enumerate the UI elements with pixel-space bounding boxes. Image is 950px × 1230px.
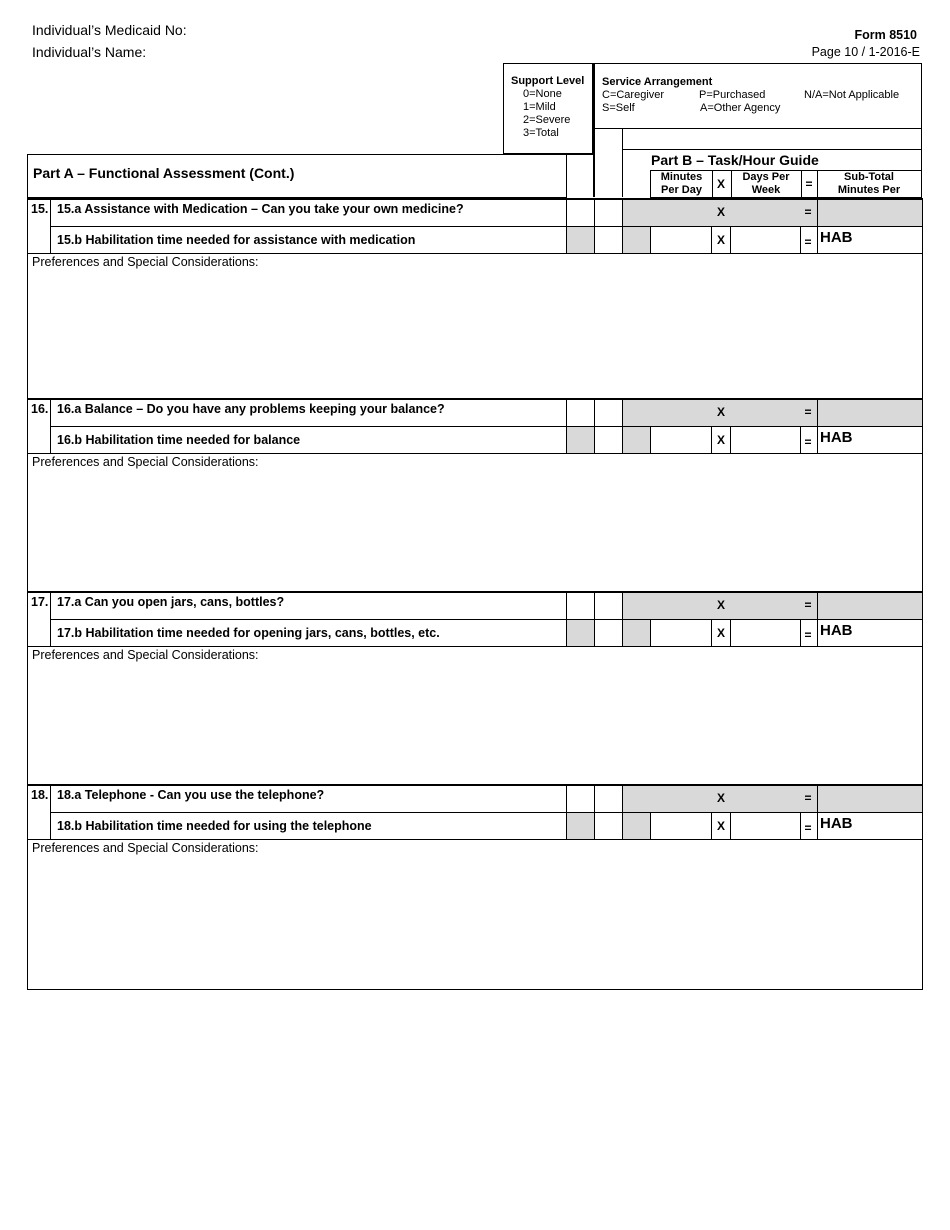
page-info: Page 10 / 1-2016-E xyxy=(811,45,920,59)
preferences-box[interactable] xyxy=(27,253,923,399)
part-b-shaded-row xyxy=(623,593,922,619)
days-per-week-input[interactable] xyxy=(730,226,801,254)
section-number: 18. xyxy=(31,788,49,802)
minutes-per-day-input[interactable] xyxy=(650,812,712,840)
support-level-shaded xyxy=(566,619,595,647)
question-b: 16.b Habilitation time needed for balance xyxy=(57,433,301,447)
shaded-cell xyxy=(622,812,651,840)
service-arrangement-title: Service Arrangement xyxy=(602,76,713,88)
question-b: 18.b Habilitation time needed for using the telephone xyxy=(57,819,372,833)
support-level-legend xyxy=(503,63,593,154)
service-arrangement-input-b[interactable] xyxy=(594,619,623,647)
support-level-input[interactable] xyxy=(566,199,595,227)
equals-symbol: = xyxy=(804,205,812,219)
times-symbol: X xyxy=(716,791,725,805)
subtotal-header: Sub-Total Minutes Per xyxy=(837,171,901,196)
times-symbol: X xyxy=(716,598,725,612)
service-arrangement-input[interactable] xyxy=(594,592,623,620)
times-symbol: X xyxy=(716,177,725,191)
service-na: N/A=Not Applicable xyxy=(804,89,900,101)
equals-symbol: = xyxy=(804,235,812,249)
service-c: C=Caregiver xyxy=(602,89,665,101)
preferences-label: Preferences and Special Considerations: xyxy=(32,841,259,855)
question-b: 15.b Habilitation time needed for assistance with medication xyxy=(57,233,416,247)
days-per-week-input[interactable] xyxy=(730,426,801,454)
equals-symbol: = xyxy=(804,435,812,449)
support-level-2: 2=Severe xyxy=(523,114,571,126)
equals-symbol: = xyxy=(804,628,812,642)
part-a-header xyxy=(27,154,567,198)
hab-label: HAB xyxy=(820,815,853,832)
part-b-shaded-row xyxy=(623,786,922,812)
question-a: 15.a Assistance with Medication – Can you take your own medicine? xyxy=(57,202,464,216)
service-arrangement-legend xyxy=(593,63,922,129)
name-label: Individual’s Name: xyxy=(32,44,147,60)
hab-label: HAB xyxy=(820,229,853,246)
service-arrangement-input[interactable] xyxy=(594,399,623,427)
times-symbol: X xyxy=(716,626,725,640)
support-level-shaded xyxy=(566,812,595,840)
support-level-0: 0=None xyxy=(523,88,562,100)
support-level-title: Support Level xyxy=(511,75,585,87)
times-symbol: X xyxy=(716,819,725,833)
minutes-per-day-header: Minutes Per Day xyxy=(660,171,703,196)
shaded-cell xyxy=(622,226,651,254)
part-b-shaded-row xyxy=(623,400,922,426)
equals-symbol: = xyxy=(805,177,813,191)
support-level-input[interactable] xyxy=(566,592,595,620)
shaded-cell xyxy=(622,426,651,454)
part-b-shaded-row xyxy=(623,200,922,226)
minutes-per-day-input[interactable] xyxy=(650,619,712,647)
preferences-label: Preferences and Special Considerations: xyxy=(32,648,259,662)
shaded-cell xyxy=(622,619,651,647)
service-arrangement-input[interactable] xyxy=(594,785,623,813)
equals-symbol: = xyxy=(804,405,812,419)
service-arrangement-input[interactable] xyxy=(594,199,623,227)
section-number: 16. xyxy=(31,402,49,416)
minutes-per-day-input[interactable] xyxy=(650,226,712,254)
part-b-title: Part B – Task/Hour Guide xyxy=(651,152,819,168)
part-b-columns xyxy=(650,170,922,198)
service-arrangement-input-b[interactable] xyxy=(594,812,623,840)
preferences-label: Preferences and Special Considerations: xyxy=(32,455,259,469)
days-per-week-input[interactable] xyxy=(730,812,801,840)
equals-symbol: = xyxy=(804,821,812,835)
support-level-1: 1=Mild xyxy=(523,101,556,113)
hab-label: HAB xyxy=(820,622,853,639)
question-a: 16.a Balance – Do you have any problems keeping your balance? xyxy=(57,402,445,416)
times-symbol: X xyxy=(716,233,725,247)
part-a-title: Part A – Functional Assessment (Cont.) xyxy=(33,165,295,181)
times-symbol: X xyxy=(716,405,725,419)
preferences-box[interactable] xyxy=(27,453,923,592)
service-s: S=Self xyxy=(602,102,635,114)
section-number: 17. xyxy=(31,595,49,609)
days-per-week-input[interactable] xyxy=(730,619,801,647)
preferences-box[interactable] xyxy=(27,646,923,785)
days-per-week-header: Days Per Week xyxy=(742,171,790,196)
preferences-label: Preferences and Special Considerations: xyxy=(32,255,259,269)
equals-symbol: = xyxy=(804,598,812,612)
question-b: 17.b Habilitation time needed for opening jars, cans, bottles, etc. xyxy=(57,626,440,640)
equals-symbol: = xyxy=(804,791,812,805)
times-symbol: X xyxy=(716,433,725,447)
section-number: 15. xyxy=(31,202,49,216)
minutes-per-day-input[interactable] xyxy=(650,426,712,454)
hab-label: HAB xyxy=(820,429,853,446)
support-level-shaded xyxy=(566,426,595,454)
service-p: P=Purchased xyxy=(699,89,766,101)
support-level-input[interactable] xyxy=(566,399,595,427)
question-a: 18.a Telephone - Can you use the telephone? xyxy=(57,788,325,802)
support-level-shaded xyxy=(566,226,595,254)
service-arrangement-input-b[interactable] xyxy=(594,226,623,254)
service-a: A=Other Agency xyxy=(700,102,781,114)
form-number: Form 8510 xyxy=(854,28,917,42)
medicaid-label: Individual’s Medicaid No: xyxy=(32,22,187,38)
service-arrangement-input-b[interactable] xyxy=(594,426,623,454)
preferences-box[interactable] xyxy=(27,839,923,990)
support-level-input[interactable] xyxy=(566,785,595,813)
times-symbol: X xyxy=(716,205,725,219)
support-level-3: 3=Total xyxy=(523,127,559,139)
question-a: 17.a Can you open jars, cans, bottles? xyxy=(57,595,285,609)
